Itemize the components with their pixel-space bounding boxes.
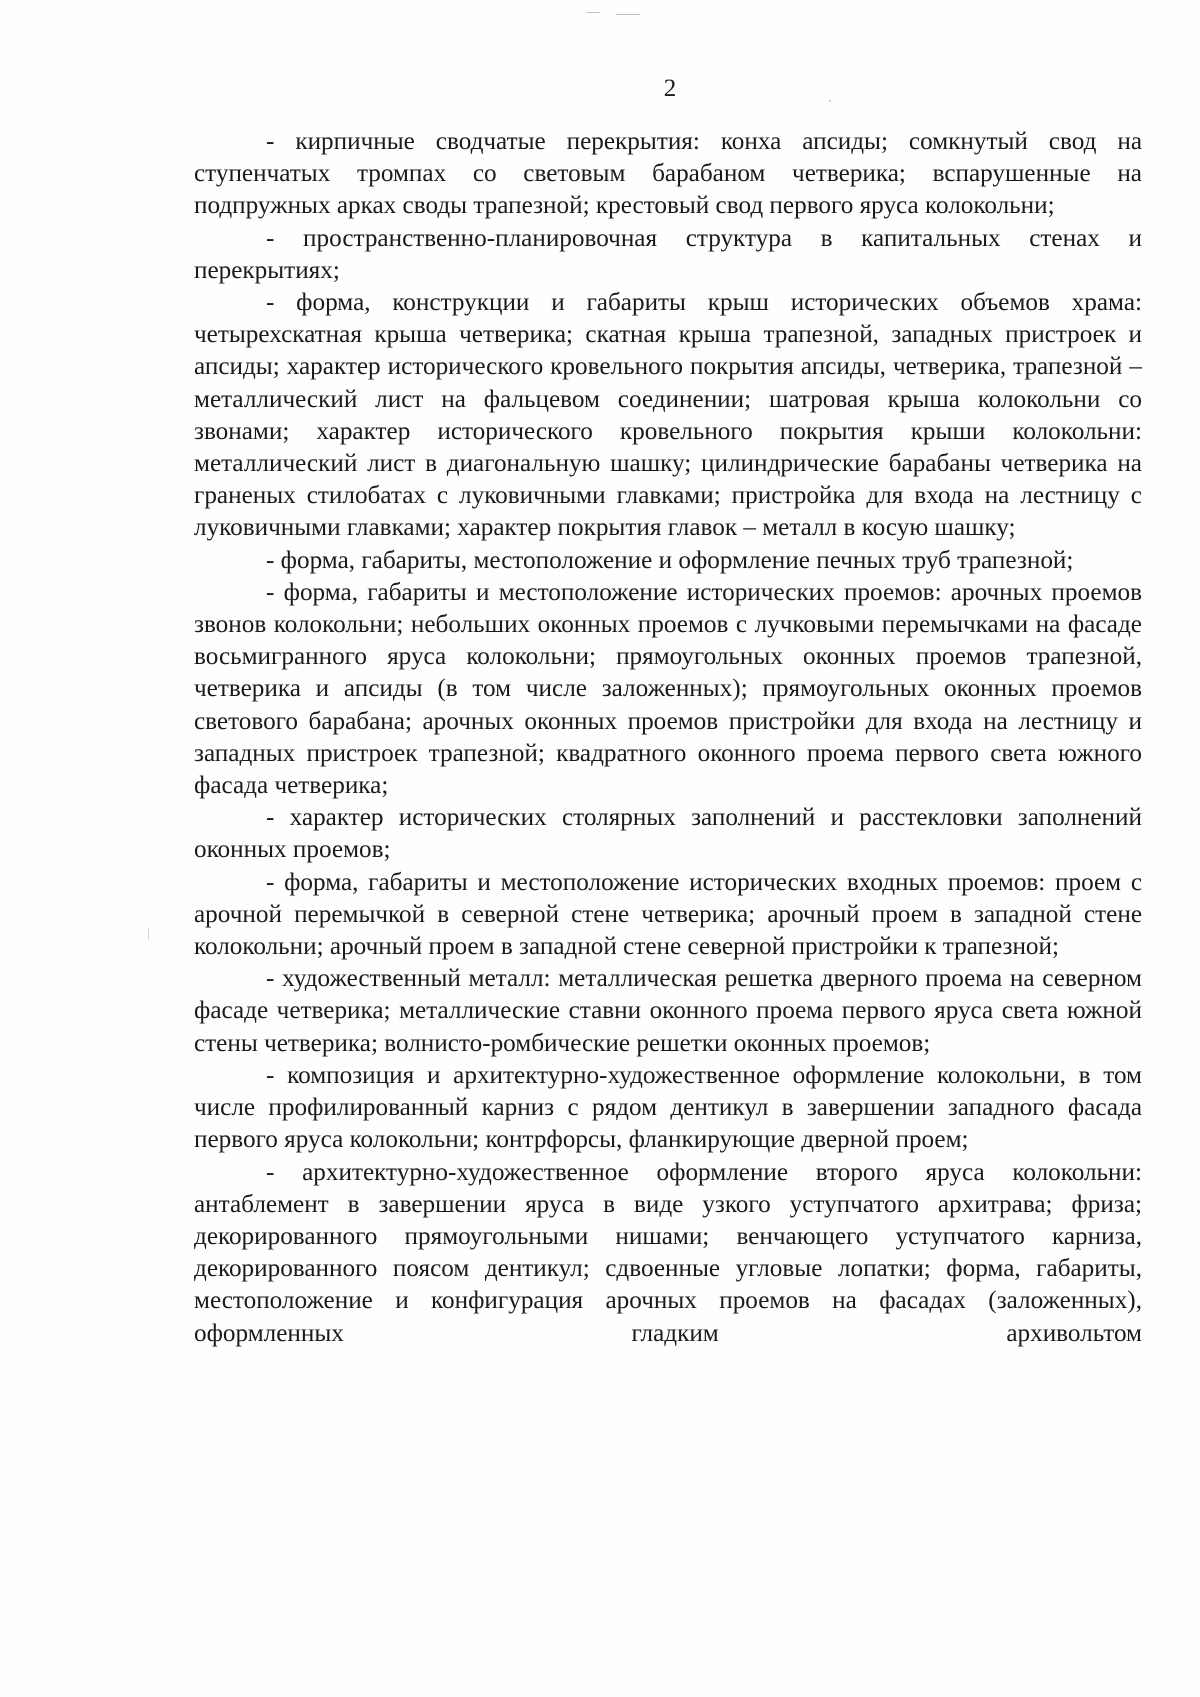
list-item: - форма, габариты и местоположение исторических проемов: арочных проемов звонов колокольни; небольших оконных проемов с лучковыми перемычками на фасаде восьмигранного яруса колокольни; прямоугольных оконных проемов трапезной, четверика и апсиды (в том числе заложенных); прямоугольных оконных проемов светового барабана; арочных оконных проемов пристройки для входа на лестницу и западных пристроек трапезной; квадратного оконного проема первого света южного фасада четверика; (194, 578, 1142, 800)
scan-artifact-mark (148, 928, 149, 940)
list-item: - художественный металл: металлическая решетка дверного проема на северном фасаде четверика; металлические ставни оконного проема первого яруса света южной стены четверика; волнисто-ромбические решетки оконных проемов; (194, 965, 1142, 1057)
page-number: 2 (663, 75, 677, 102)
document-body (194, 126, 1142, 1350)
scan-artifact-mark (586, 12, 600, 13)
list-item: - композиция и архитектурно-художественное оформление колокольни, в том числе профилированный карниз с рядом дентикул в завершении западного фасада первого яруса колокольни; контрфорсы, фланкирующие дверной проем; (194, 1061, 1142, 1154)
list-item: - пространственно-планировочная структура в капитальных стенах и перекрытиях; (194, 224, 1142, 284)
list-item: - форма, габариты и местоположение исторических входных проемов: проем с арочной перемычкой в северной стене четверика; арочный проем в западной стене колокольни; арочный проем в западной стене северной пристройки к трапезной; (194, 868, 1142, 961)
list-item: - форма, конструкции и габариты крыш исторических объемов храма: четырехскатная крыша четверика; скатная крыша трапезной, западных пристроек и апсиды; характер исторического кровельного покрытия апсиды, четверика, трапезной – металлический лист на фальцевом соединении; шатровая крыша колокольни со звонами; характер исторического кровельного покрытия крыши колокольни: металлический лист в диагональную шашку; цилиндрические барабаны четверика на граненых стилобатах с луковичными главками; пристройка для входа на лестницу с луковичными главками; характер покрытия главок – металл в косую шашку; (194, 289, 1142, 542)
scan-artifact-mark (616, 14, 640, 15)
list-item: - форма, габариты, местоположение и оформление печных труб трапезной; (266, 546, 1074, 574)
list-item: - характер исторических столярных заполнений и расстекловки заполнений оконных проемов; (194, 804, 1142, 864)
list-item: - кирпичные сводчатые перекрытия: конха апсиды; сомкнутый свод на ступенчатых тромпах со световым барабаном четверика; вспарушенные на подпружных арках своды трапезной; крестовый свод первого яруса колокольни; (194, 128, 1142, 220)
list-item: - архитектурно-художественное оформление второго яруса колокольни: антаблемент в завершении яруса в виде узкого уступчатого архитрава; фриза; декорированного прямоугольными нишами; венчающего уступчатого карниза, декорированного поясом дентикул; сдвоенные угловые лопатки; форма, габариты, местоположение и конфигурация арочных проемов на фасадах (заложенных), оформленных гладким архивольтом (194, 1158, 1142, 1347)
